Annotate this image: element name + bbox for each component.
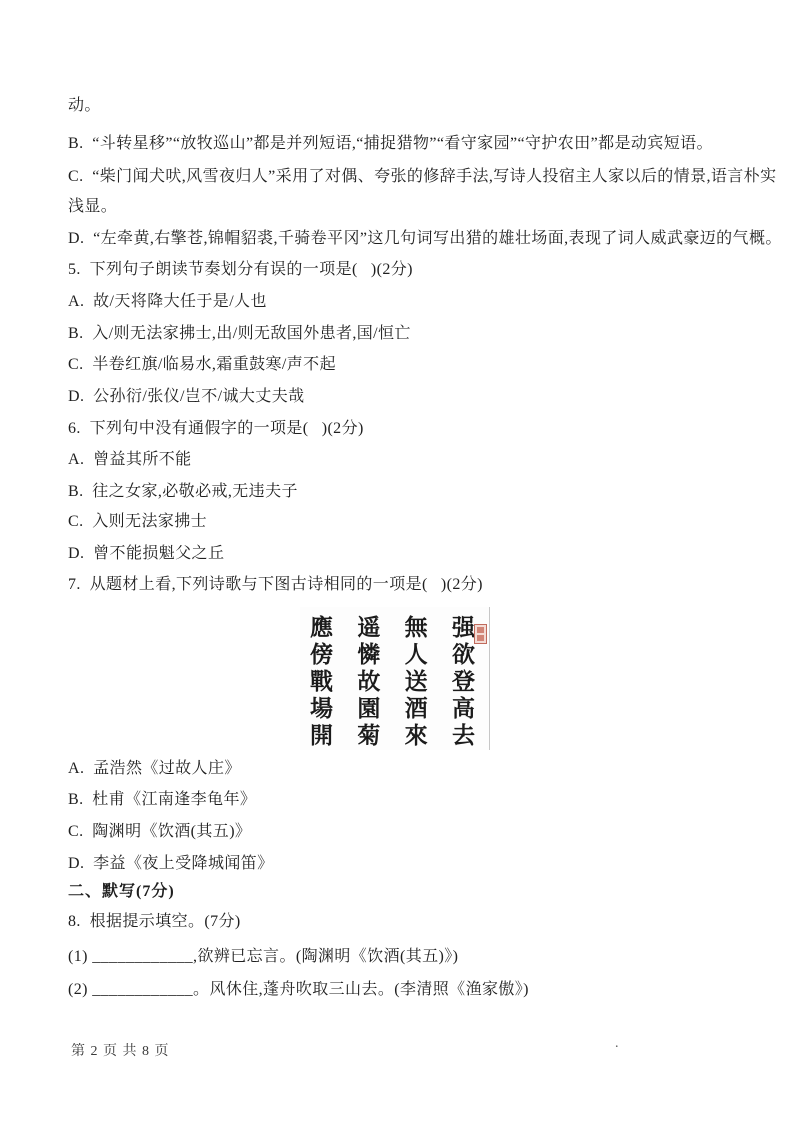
q5-option-d: D. 公孙衍/张仪/岂不/诚大丈夫哉 <box>68 388 305 405</box>
calligraphy-column: 應傍戰場開 <box>307 615 332 750</box>
q6-option-a: A. 曾益其所不能 <box>68 451 192 468</box>
q5-option-b: B. 入/则无法家拂士,出/则无敌国外患者,国/恒亡 <box>68 325 411 342</box>
stray-dot: . <box>615 1036 619 1051</box>
question-6-stem: 6. 下列句中没有通假字的一项是( )(2分) <box>68 420 364 437</box>
calligraphy-column: 遥憐故園菊 <box>354 615 380 750</box>
q7-option-c: C. 陶渊明《饮酒(其五)》 <box>68 823 252 840</box>
calligraphy-poem-image <box>300 607 490 750</box>
question-7-stem: 7. 从题材上看,下列诗歌与下图古诗相同的一项是( )(2分) <box>68 576 483 593</box>
q6-option-b: B. 往之女家,必敬必戒,无违夫子 <box>68 483 298 500</box>
q7-option-a: A. 孟浩然《过故人庄》 <box>68 760 241 777</box>
q7-option-d: D. 李益《夜上受降城闻笛》 <box>68 855 274 872</box>
paragraph-continuation-line: 动。 <box>68 97 101 114</box>
page-number-footer: 第 2 页 共 8 页 <box>71 1044 170 1059</box>
q6-option-c: C. 入则无法家拂士 <box>68 513 208 530</box>
question-8-stem: 8. 根据提示填空。(7分) <box>68 913 241 930</box>
q8-blank-1: (1) ____________,欲辨已忘言。(陶渊明《饮酒(其五)》) <box>68 948 459 965</box>
q5-option-c: C. 半卷红旗/临易水,霜重鼓寒/声不起 <box>68 356 336 373</box>
option-d: D. “左牵黄,右擎苍,锦帽貂裘,千骑卷平冈”这几句词写出猎的雄壮场面,表现了词人威武豪迈的气概。 <box>68 230 782 247</box>
option-b: B. “斗转星移”“放牧巡山”都是并列短语,“捕捉猎物”“看守家园”“守护农田”都是动宾短语。 <box>68 135 713 152</box>
q7-option-b: B. 杜甫《江南逢李龟年》 <box>68 791 257 808</box>
q6-option-d: D. 曾不能损魁父之丘 <box>68 545 225 562</box>
section-2-heading: 二、默写(7分) <box>68 883 175 900</box>
calligraphy-column: 無人送酒來 <box>401 615 427 750</box>
option-c-continuation: 浅显。 <box>68 198 118 215</box>
red-seal-stamp-icon <box>474 624 487 644</box>
option-c: C. “柴门闻犬吠,风雪夜归人”采用了对偶、夸张的修辞手法,写诗人投宿主人家以后的情景,语言朴实 <box>68 168 777 185</box>
calligraphy-column: 强欲登高去 <box>448 615 474 750</box>
q8-blank-2: (2) ____________。风休住,蓬舟吹取三山去。(李清照《渔家傲》) <box>68 981 529 998</box>
question-5-stem: 5. 下列句子朗读节奏划分有误的一项是( )(2分) <box>68 261 413 278</box>
q5-option-a: A. 故/天将降大任于是/人也 <box>68 293 267 310</box>
